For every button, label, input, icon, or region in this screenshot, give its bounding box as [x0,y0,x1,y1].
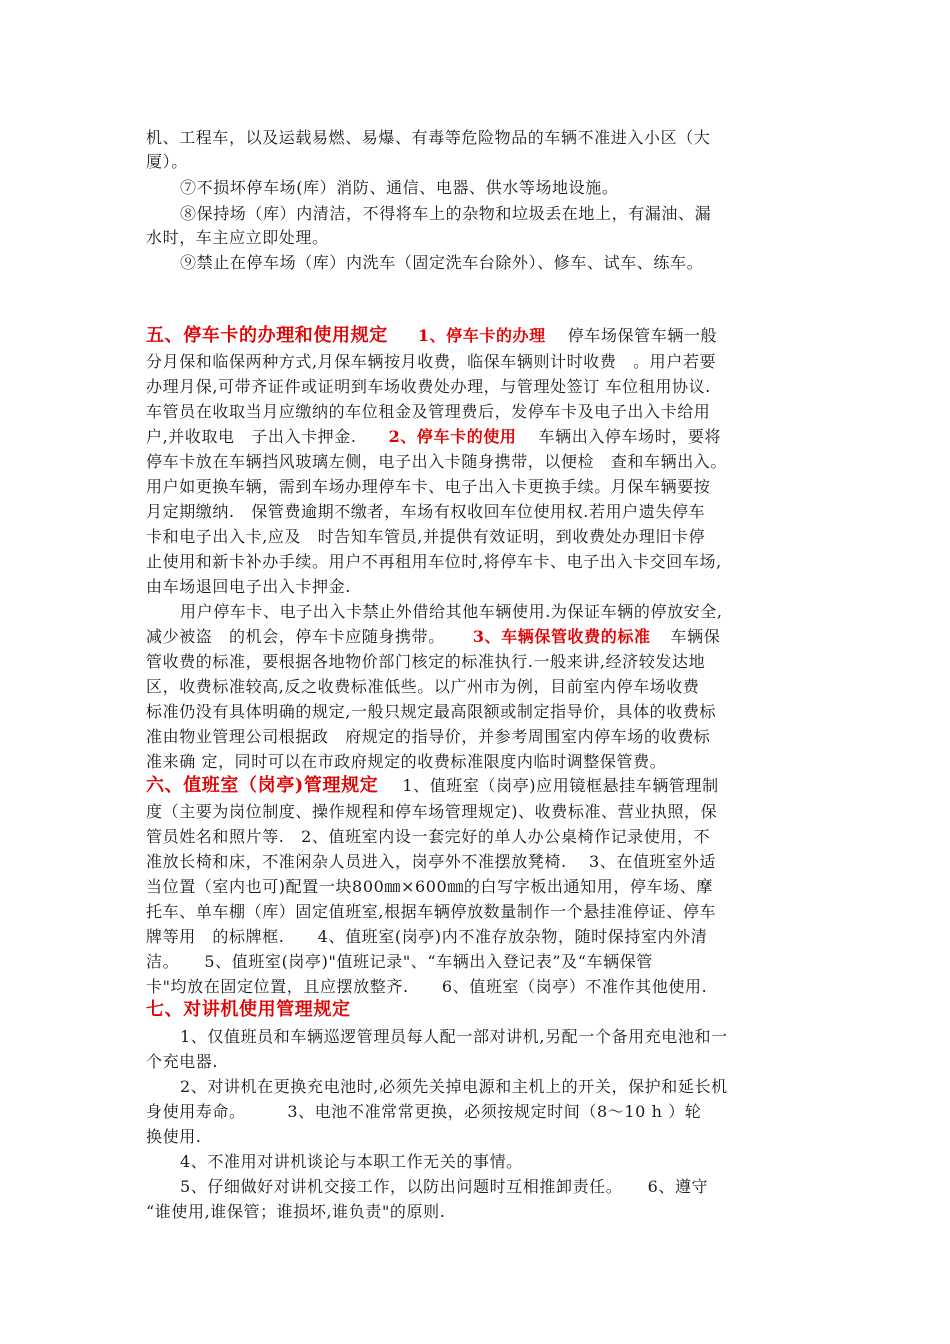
text-line: 牌等用 的标牌框. 4、值班室(岗亭)内不准存放杂物，随时保持室内外清 [146,927,708,946]
text-line: 区，收费标准较高,反之收费标准低些。以广州市为例，目前室内停车场收费 [146,677,700,696]
text-line: 换使用. [146,1127,202,1146]
text-line: 准来确 定，同时可以在市政府规定的收费标准限度内临时调整保管费。 [146,752,667,771]
text-line [146,625,806,649]
text-line: 卡和电子出入卡,应及 时告知车管员,并提供有效证明，到收费处办理旧卡停 [146,527,706,546]
text-line: 托车、单车棚（库）固定值班室,根据车辆停放数量制作一个悬挂准停证、停车 [146,902,717,921]
text-line: 个充电器. [146,1052,219,1071]
text-line: 标准仍没有具体明确的规定,一般只规定最高限额或制定指导价，具体的收费标 [146,702,717,721]
text-span: 减少被盗 的机会，停车卡应随身携带。 [146,627,445,646]
text-span: 停车场保管车辆一般 [567,326,718,345]
subheading: 2、停车卡的使用 [388,427,517,446]
text-line: 2、对讲机在更换充电池时,必须先关掉电源和主机上的开关，保护和延长机 [180,1077,728,1096]
text-line: 管员姓名和照片等. 2、值班室内设一套完好的单人办公桌椅作记录使用，不 [146,827,711,846]
text-line: 准由物业管理公司根据政 府规定的指导价，并参考周围室内停车场的收费标 [146,727,711,746]
section-heading: 七、对讲机使用管理规定 [146,999,351,1020]
text-span: 车辆出入停车场时，要将 [538,427,722,446]
text-line: “谁使用,谁保管；谁损坏,谁负责"的原则. [146,1202,446,1221]
text-line: 分月保和临保两种方式,月保车辆按月收费，临保车辆则计时收费 。用户若要 [146,352,717,371]
text-line [146,425,806,449]
subheading: 3、车辆保管收费的标准 [472,627,651,646]
text-line: 当位置（室内也可)配置一块800㎜×600㎜的白写字板出通知用，停车场、摩 [146,877,713,896]
text-line: 用户如更换车辆，需到车场办理停车卡、电子出入卡更换手续。月保车辆要按 [146,477,711,496]
text-line: 用户停车卡、电子出入卡禁止外借给其他车辆使用.为保证车辆的停放安全, [180,602,723,621]
text-span: 车辆保 [670,627,721,646]
text-line: ⑨禁止在停车场（库）内洗车（固定洗车台除外）、修车、试车、练车。 [180,253,704,272]
text-line: 身使用寿命。 3、电池不准常常更换，必须按规定时间（8～10 h ）轮 [146,1102,702,1121]
text-line: ⑧保持场（库）内清洁，不得将车上的杂物和垃圾丢在地上，有漏油、漏 [180,204,712,223]
text-line: 准放长椅和床，不准闲杂人员进入，岗亭外不准摆放凳椅. 3、在值班室外适 [146,852,716,871]
text-line: 办理月保,可带齐证件或证明到车场收费处办理，与管理处签订 车位租用协议. [146,377,711,396]
section-6-first-line [146,774,806,798]
text-line: 机、工程车，以及运载易燃、易爆、有毒等危险物品的车辆不准进入小区（大 [146,128,711,147]
text-line: 水时，车主应立即处理。 [146,228,329,247]
text-line: 由车场退回电子出入卡押金. [146,577,351,596]
text-line: 1、仅值班员和车辆巡逻管理员每人配一部对讲机,另配一个备用充电池和一 [180,1027,728,1046]
text-line: 月定期缴纳. 保管费逾期不缴者，车场有权收回车位使用权.若用户遗失停车 [146,502,706,521]
text-span: 1、值班室（岗亭)应用镜框悬挂车辆管理制 [402,776,719,795]
text-line: 5、仔细做好对讲机交接工作，以防出问题时互相推卸责任。 6、遵守 [180,1177,709,1196]
subheading: 1、停车卡的办理 [417,326,546,345]
section-heading: 五、停车卡的办理和使用规定 [146,325,388,346]
section-heading: 六、值班室（岗亭)管理规定 [146,775,379,796]
text-span: 户,并收取电 子出入卡押金. [146,427,357,446]
text-line: 度（主要为岗位制度、操作规程和停车场管理规定)、收费标准、营业执照，保 [146,802,718,821]
text-line: 止使用和新卡补办手续。用户不再租用车位时,将停车卡、电子出入卡交回车场, [146,552,722,571]
text-line: 停车卡放在车辆挡风玻璃左侧，电子出入卡随身携带，以便检 查和车辆出入。 [146,452,728,471]
text-line: 厦）。 [146,152,188,171]
text-line: ⑦不损坏停车场(库）消防、通信、电器、供水等场地设施。 [180,178,619,197]
text-line: 4、不准用对讲机谈论与本职工作无关的事情。 [180,1152,523,1171]
text-line: 车管员在收取当月应缴纳的车位租金及管理费后，发停车卡及电子出入卡给用 [146,402,711,421]
text-line: 卡"均放在固定位置，且应摆放整齐. 6、值班室（岗亭）不准作其他使用. [146,977,708,996]
text-line: 洁。 5、值班室(岗亭)"值班记录"、“车辆出入登记表”及“车辆保管 [146,952,653,971]
text-line: 管收费的标准，要根据各地物价部门核定的标准执行.一般来讲,经济较发达地 [146,652,706,671]
section-5-first-line [146,324,806,348]
